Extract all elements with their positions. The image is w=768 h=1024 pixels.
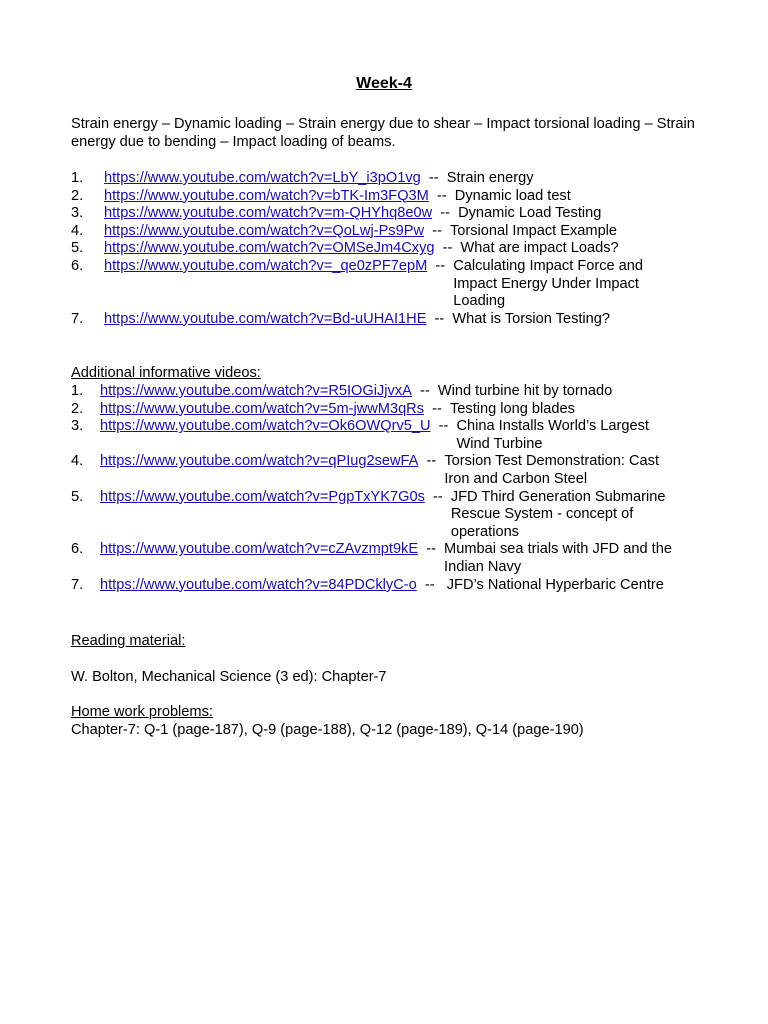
- video-link[interactable]: https://www.youtube.com/watch?v=LbY_i3pO1vg: [104, 170, 421, 186]
- video-description: Testing long blades: [449, 400, 575, 417]
- additional-video-list: [71, 383, 711, 594]
- separator: --: [430, 418, 457, 435]
- video-link[interactable]: https://www.youtube.com/watch?v=qPIug2sewFA: [100, 453, 419, 470]
- video-link[interactable]: https://www.youtube.com/watch?v=OMSeJm4Cxyg: [104, 240, 435, 257]
- list-item: [71, 205, 711, 223]
- video-description: Calculating Impact Force and Impact Energy Under Impact Loading: [453, 257, 644, 310]
- video-description: What are impact Loads?: [460, 240, 619, 257]
- video-link[interactable]: https://www.youtube.com/watch?v=_qe0zPF7epM: [104, 257, 428, 274]
- list-item: [71, 383, 711, 401]
- video-description: Dynamic load test: [454, 187, 571, 204]
- separator: --: [432, 205, 459, 222]
- list-item: [71, 541, 711, 576]
- list-item-number: 5.: [71, 488, 84, 505]
- video-description: JFD Third Generation Submarine Rescue System - concept of operations: [450, 488, 666, 540]
- list-item-number: 1.: [71, 383, 84, 399]
- separator: --: [427, 257, 454, 274]
- video-link[interactable]: https://www.youtube.com/watch?v=Bd-uUHAI1HE: [104, 310, 427, 327]
- list-item-number: 2.: [71, 400, 84, 417]
- video-description: What is Torsion Testing?: [452, 310, 611, 327]
- separator: --: [418, 541, 445, 558]
- separator: --: [428, 187, 455, 204]
- homework-heading: Home work problems:: [71, 704, 213, 720]
- list-item-number: 6.: [71, 257, 84, 274]
- video-description: Wind turbine hit by tornado: [437, 383, 613, 399]
- video-description: Torsional Impact Example: [449, 222, 618, 239]
- video-description: Mumbai sea trials with JFD and the Indian Navy: [444, 541, 672, 575]
- list-item-number: 4.: [71, 222, 84, 239]
- additional-videos-heading: Additional informative videos:: [71, 365, 261, 381]
- list-item-number: 4.: [71, 453, 84, 470]
- video-list: [71, 170, 711, 328]
- list-item-number: 3.: [71, 205, 84, 222]
- video-description: JFD’s National Hyperbaric Centre: [446, 576, 664, 593]
- list-item: [71, 258, 711, 311]
- separator: --: [416, 576, 447, 593]
- list-item-number: 7.: [71, 576, 84, 593]
- homework-text: Chapter-7: Q-1 (page-187), Q-9 (page-188), Q-12 (page-189), Q-14 (page-190): [71, 722, 584, 738]
- video-link[interactable]: https://www.youtube.com/watch?v=R5IOGiJjvxA: [100, 383, 412, 399]
- video-link[interactable]: https://www.youtube.com/watch?v=Ok6OWQrv5_U: [100, 418, 431, 435]
- video-description: China Installs World’s Largest Wind Turbine: [456, 418, 649, 452]
- list-item: [71, 489, 711, 542]
- video-description: Strain energy: [446, 170, 534, 186]
- list-item-number: 3.: [71, 418, 84, 435]
- separator: --: [426, 310, 453, 327]
- list-item: [71, 223, 711, 241]
- list-item: [71, 311, 711, 329]
- list-item-number: 6.: [71, 541, 84, 558]
- video-link[interactable]: https://www.youtube.com/watch?v=QoLwj-Ps9Pw: [104, 222, 424, 239]
- separator: --: [424, 400, 450, 417]
- separator: --: [424, 222, 450, 239]
- list-item: [71, 240, 711, 258]
- separator: --: [411, 383, 438, 399]
- page-title: Week-4: [356, 75, 412, 92]
- video-description: Torsion Test Demonstration: Cast Iron and Carbon Steel: [444, 453, 660, 487]
- list-item: [71, 401, 711, 419]
- list-item: [71, 418, 711, 453]
- video-link[interactable]: https://www.youtube.com/watch?v=84PDCklyC-o: [100, 576, 417, 593]
- video-link[interactable]: https://www.youtube.com/watch?v=bTK-Im3FQ3M: [104, 187, 429, 204]
- list-item: [71, 188, 711, 206]
- list-item-number: 7.: [71, 310, 84, 327]
- video-link[interactable]: https://www.youtube.com/watch?v=PgpTxYK7G0s: [100, 488, 425, 505]
- separator: --: [424, 488, 451, 505]
- list-item-number: 5.: [71, 240, 84, 257]
- video-link[interactable]: https://www.youtube.com/watch?v=cZAvzmpt9kE: [100, 541, 419, 558]
- list-item: [71, 577, 711, 595]
- reading-material-heading: Reading material:: [71, 633, 186, 649]
- reading-material-text: W. Bolton, Mechanical Science (3 ed): Chapter-7: [71, 669, 387, 685]
- list-item: [71, 170, 711, 188]
- list-item-number: 1.: [71, 170, 84, 186]
- separator: --: [434, 240, 461, 257]
- list-item-number: 2.: [71, 187, 84, 204]
- separator: --: [418, 453, 445, 470]
- video-link[interactable]: https://www.youtube.com/watch?v=5m-jwwM3qRs: [100, 400, 425, 417]
- intro-paragraph: Strain energy – Dynamic loading – Strain energy due to shear – Impact torsional loading – Strain energy due to bending – Impact loading of beams.: [71, 116, 695, 150]
- video-description: Dynamic Load Testing: [458, 205, 602, 222]
- video-link[interactable]: https://www.youtube.com/watch?v=m-QHYhq8e0w: [104, 205, 433, 222]
- list-item: [71, 453, 711, 488]
- separator: --: [420, 170, 447, 186]
